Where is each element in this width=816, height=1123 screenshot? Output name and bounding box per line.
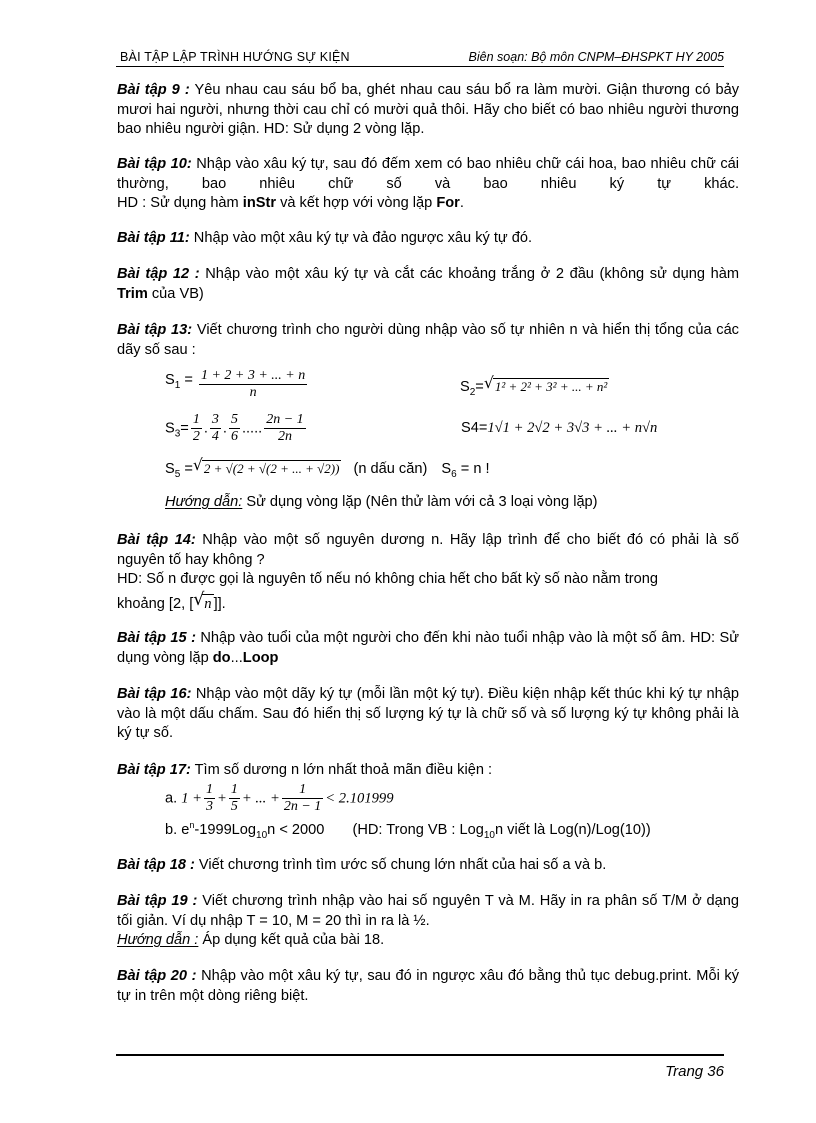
exercise-19: Bài tập 19 : Viết chương trình nhập vào hai số nguyên T và M. Hãy in ra phân số T/M ở dạng tối giản. Ví dụ nhập T = 10, M = 20 thì in ra là ½. Hướng dẫn : Áp dụng kết quả của bài 18. xyxy=(117,893,740,948)
formula-s1: $S_1$ = $\frac{1 + 2 + 3 + ... + n}{n}$ xyxy=(165,368,306,400)
exercise-11 xyxy=(117,229,739,249)
exercise-15: Bài tập 15 : Nhập vào tuổi của một người cho đến khi nào tuổi nhập vào là một số âm. HD: Sử dụng vòng lặp do...Loop xyxy=(117,630,739,666)
exercise-text: Viết chương trình nhập vào hai số nguyên T và M. Hãy in ra phân số T/M ở dạng tối giản. Ví dụ nhập T = 10, M = 20 thì in ra là ½. xyxy=(117,893,740,929)
exercise-text: Nhập vào một xâu ký tự, sau đó in ngược xâu đó bằng thủ tục debug.print. Mỗi ký tự in trên một dòng riêng biệt. xyxy=(117,968,739,1004)
exercise-title: Bài tập 20 : xyxy=(117,968,197,984)
exercise-title: Bài tập 14: xyxy=(117,532,196,548)
exercise-17 xyxy=(117,761,739,781)
exercise-9 xyxy=(117,81,739,140)
exercise-text: Nhập vào một số nguyên dương n. Hãy lập trình để cho biết đó có phải là số nguyên tố hay không ? xyxy=(117,532,739,568)
formula-s2: $S_2=$ √ 1² + 2² + 3² + ... + n² xyxy=(460,374,608,398)
exercise-title: Bài tập 9 : xyxy=(117,82,190,98)
formula-17b: b. $e^n-1999Log_{10}n < 2000$ (HD: Trong VB : Log$_{10}$n viết là Log(n)/Log(10)) xyxy=(165,820,651,841)
header-title: BÀI TẬP LẬP TRÌNH HƯỚNG SỰ KIỆN xyxy=(120,50,350,64)
exercise-text: Nhập vào xâu ký tự, sau đó đếm xem có bao nhiêu chữ cái hoa, bao nhiêu chữ cái thường, bao nhiêu chữ số và bao nhiêu ký tự khác. xyxy=(117,156,739,192)
exercise-16 xyxy=(117,685,739,744)
exercise-13 xyxy=(117,321,739,360)
exercise-hint: HD : Sử dụng hàm inStr và kết hợp với vòng lặp For. xyxy=(117,195,464,211)
exercise-10 xyxy=(117,155,739,214)
exercise-13-hint: Hướng dẫn: Sử dụng vòng lặp (Nên thử làm với cả 3 loại vòng lặp) xyxy=(165,494,598,510)
header-author: Biên soạn: Bộ môn CNPM–ĐHSPKT HY 2005 xyxy=(468,50,724,64)
formula-s4: S4=1√1 + 2√2 + 3√3 + ... + n√n xyxy=(461,420,658,436)
page-header xyxy=(116,48,724,67)
exercise-text: Viết chương trình tìm ước số chung lớn nhất của hai số a và b. xyxy=(198,857,607,873)
footer-divider xyxy=(116,1054,724,1056)
exercise-text: Nhập vào một dãy ký tự (mỗi lần một ký tự). Điều kiện nhập kết thúc khi ký tự nhập vào là một dấu chấm. Sau đó hiển thị số lượng ký tự là chữ số và số lượng ký tự không phải là ký tự số. xyxy=(117,686,739,741)
exercise-text: Viết chương trình cho người dùng nhập vào số tự nhiên n và hiển thị tổng của các dãy số sau : xyxy=(117,322,739,358)
formula-17a: a. 1 + $\frac{1}{3}$ + $\frac{1}{5}$ + ... + $\frac{1}{2n - 1}$ < 2.101999 xyxy=(165,782,394,814)
formula-s3: $S_3=$ $\frac{1}{2}$ . $\frac{3}{4}$ . $\frac{5}{6}$ ..... $\frac{2n - 1}{2n}$ xyxy=(165,412,304,444)
exercise-18 xyxy=(117,856,739,876)
exercise-title: Bài tập 13: xyxy=(117,322,193,338)
page-number: Trang 36 xyxy=(665,1063,724,1080)
exercise-12: Bài tập 12 : Nhập vào một xâu ký tự và cắt các khoảng trắng ở 2 đầu (không sử dụng hàm Trim của VB) xyxy=(117,266,739,302)
exercise-text: Yêu nhau cau sáu bổ ba, ghét nhau cau sáu bổ ra làm mười. Giận thương có bảy mươi hai người, nhưng thời cau chỉ có mười quả thôi. Hãy cho biết có bao nhiêu người thương bao nhiêu người giận. HD: Sử dụng 2 vòng lặp. xyxy=(117,82,739,137)
exercise-20 xyxy=(117,967,739,1006)
exercise-14: Bài tập 14: Nhập vào một số nguyên dương n. Hãy lập trình để cho biết đó có phải là số nguyên tố hay không ? HD: Số n được gọi là nguyên tố nếu nó không chia hết cho bất kỳ số nào nằm trong khoảng [2, [ √ n ]]. xyxy=(117,531,739,614)
exercise-title: Bài tập 10: xyxy=(117,156,192,172)
exercise-text: Nhập vào một xâu ký tự và đảo ngược xâu ký tự đó. xyxy=(193,230,533,246)
exercise-title: Bài tập 18 : xyxy=(117,857,195,873)
exercise-title: Bài tập 11: xyxy=(117,230,190,246)
exercise-title: Bài tập 16: xyxy=(117,686,192,702)
exercise-text: Tìm số dương n lớn nhất thoả mãn điều kiện : xyxy=(194,762,493,778)
formula-s5-s6: $S_5$ = √ 2 + √(2 + √(2 + ... + √2)) (n dấu căn) $S_6 = n$ ! xyxy=(165,456,490,480)
exercise-title: Bài tập 15 : xyxy=(117,630,196,646)
exercise-title: Bài tập 19 : xyxy=(117,893,198,909)
exercise-title: Bài tập 17: xyxy=(117,762,191,778)
exercise-title: Bài tập 12 : xyxy=(117,266,200,282)
